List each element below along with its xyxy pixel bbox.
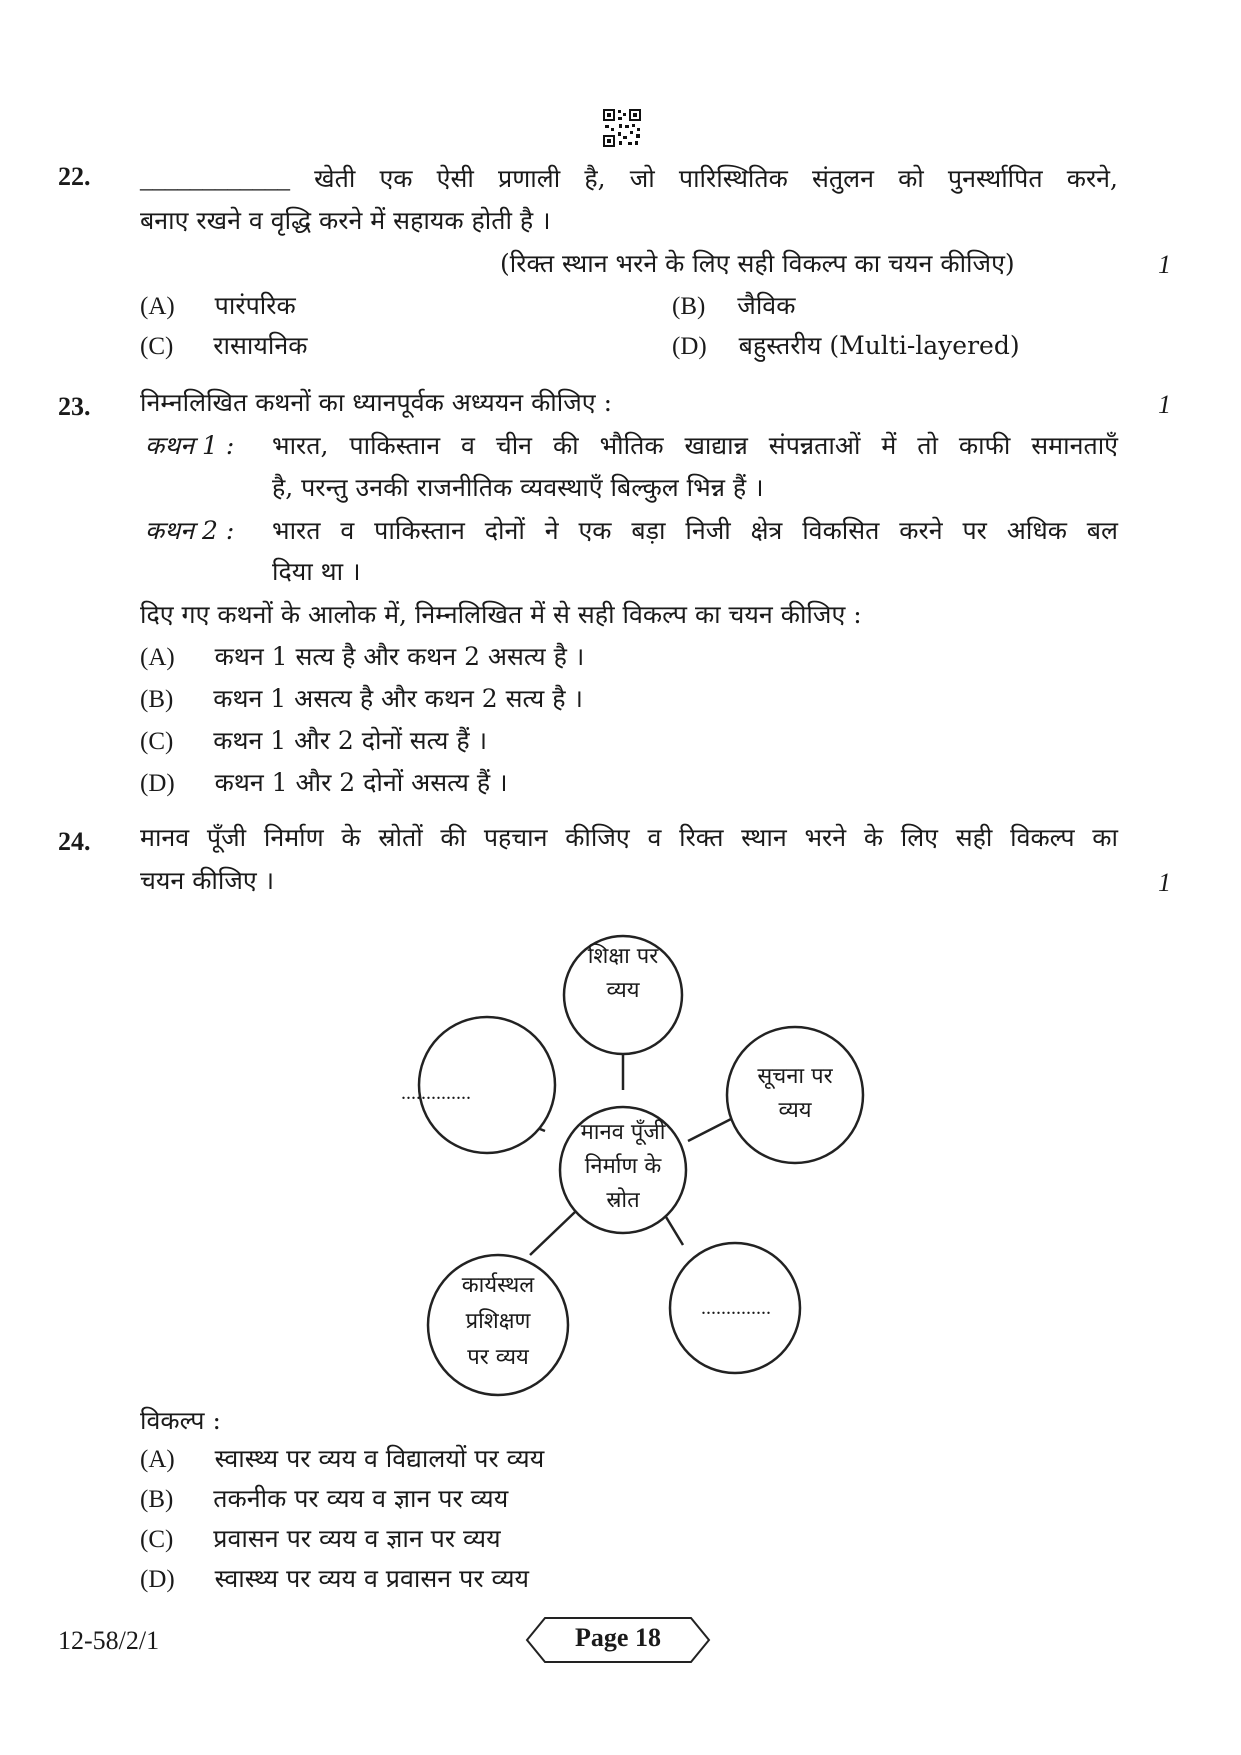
option-label: (A) (140, 644, 175, 671)
option (140, 680, 583, 719)
question-text-line: बनाए रखने व वृद्धि करने में सहायक होती है । (140, 206, 551, 235)
paper-code: 12-58/2/1 (58, 1626, 160, 1655)
option-text: रासायनिक (213, 331, 308, 360)
option (140, 1560, 529, 1599)
option (140, 764, 508, 803)
option-text: कथन 1 और 2 दोनों असत्य हैं । (214, 768, 508, 797)
option (140, 287, 296, 326)
statement-label: कथन 1 : (145, 431, 235, 460)
label-line: कार्यस्थल (461, 1273, 535, 1298)
marks: 1 (1158, 868, 1171, 897)
marks: 1 (1158, 250, 1171, 279)
option (672, 287, 795, 326)
option-text: स्वास्थ्य पर व्यय व विद्यालयों पर व्यय (214, 1444, 545, 1473)
option (140, 327, 307, 366)
label-line: स्रोत (606, 1188, 640, 1213)
option-text: जैविक (737, 291, 796, 320)
question-number: 24. (58, 827, 91, 856)
option-label: (A) (140, 293, 175, 320)
label-line: पर व्यय (467, 1345, 529, 1370)
option-label: (A) (140, 1446, 175, 1473)
option (140, 1520, 501, 1559)
option (140, 722, 487, 761)
label-line: मानव पूँजी (580, 1120, 666, 1145)
label-line: शिक्षा पर (587, 944, 659, 969)
option-label: (C) (140, 728, 174, 755)
blank: ____________ (140, 166, 290, 193)
label-line: निर्माण के (584, 1154, 662, 1179)
marks: 1 (1158, 390, 1171, 419)
question-text-line (140, 160, 1118, 199)
diagram-label-top (563, 940, 683, 1008)
diagram-label-bottom-left (433, 1268, 563, 1376)
option (140, 1440, 544, 1479)
option (140, 1480, 508, 1519)
label-line: प्रशिक्षण (465, 1309, 531, 1334)
option-text: पारंपरिक (214, 291, 296, 320)
qr-code (602, 108, 642, 148)
option-text: बहुस्तरीय (Multi-layered) (738, 331, 1020, 360)
option-label: (C) (140, 1526, 174, 1553)
option-text: तकनीक पर व्यय व ज्ञान पर व्यय (213, 1484, 509, 1513)
option-label: (C) (140, 333, 174, 360)
option-text: कथन 1 और 2 दोनों सत्य हैं । (213, 726, 488, 755)
label-line: सूचना पर (757, 1064, 833, 1089)
instruction: (रिक्त स्थान भरने के लिए सही विकल्प का चयन कीजिए) (500, 249, 1015, 278)
statement-label: कथन 2 : (145, 516, 235, 545)
question-number: 23. (58, 392, 91, 421)
option-label: (D) (672, 333, 707, 360)
option-text: स्वास्थ्य पर व्यय व प्रवासन पर व्यय (214, 1564, 530, 1593)
diagram-label-center (553, 1116, 693, 1218)
statement-text: है, परन्तु उनकी राजनीतिक व्यवस्थाएँ बिल्कुल भिन्न हैं । (272, 473, 764, 502)
question-text: खेती एक ऐसी प्रणाली है, जो पारिस्थितिक संतुलन को पुनर्स्थापित करने, (314, 164, 1118, 193)
question-text: निम्नलिखित कथनों का ध्यानपूर्वक अध्ययन कीजिए : (140, 388, 613, 417)
question-text-line: चयन कीजिए । (140, 866, 275, 895)
label-line: व्यय (778, 1098, 812, 1123)
option-text: कथन 1 असत्य है और कथन 2 सत्य है । (213, 684, 583, 713)
option-label: (B) (140, 686, 174, 713)
statement-text: भारत व पाकिस्तान दोनों ने एक बड़ा निजी क्षेत्र विकसित करने पर अधिक बल (272, 516, 1118, 545)
statement-text: भारत, पाकिस्तान व चीन की भौतिक खाद्यान्न संपन्नताओं में तो काफी समानताएँ (272, 431, 1118, 460)
option-label: (B) (672, 293, 706, 320)
page-number: Page 18 (575, 1623, 661, 1652)
option (672, 327, 1020, 366)
option-label: (D) (140, 770, 175, 797)
option-label: (B) (140, 1486, 174, 1513)
question-text-line: मानव पूँजी निर्माण के स्रोतों की पहचान कीजिए व रिक्त स्थान भरने के लिए सही विकल्प का (140, 823, 1118, 852)
option-text: प्रवासन पर व्यय व ज्ञान पर व्यय (213, 1524, 501, 1553)
option-label: (D) (140, 1566, 175, 1593)
question-number: 22. (58, 162, 91, 191)
option-text: कथन 1 सत्य है और कथन 2 असत्य है । (214, 642, 585, 671)
diagram-blank-left: .............. (401, 1082, 471, 1104)
question-prompt: दिए गए कथनों के आलोक में, निम्नलिखित में से सही विकल्प का चयन कीजिए : (140, 600, 862, 629)
statement-text: दिया था । (272, 557, 361, 586)
diagram-label-right (735, 1060, 855, 1128)
options-heading: विकल्प : (140, 1406, 221, 1435)
label-line: व्यय (606, 978, 640, 1003)
diagram-blank-bottom-right: .............. (701, 1297, 771, 1319)
option (140, 638, 584, 677)
